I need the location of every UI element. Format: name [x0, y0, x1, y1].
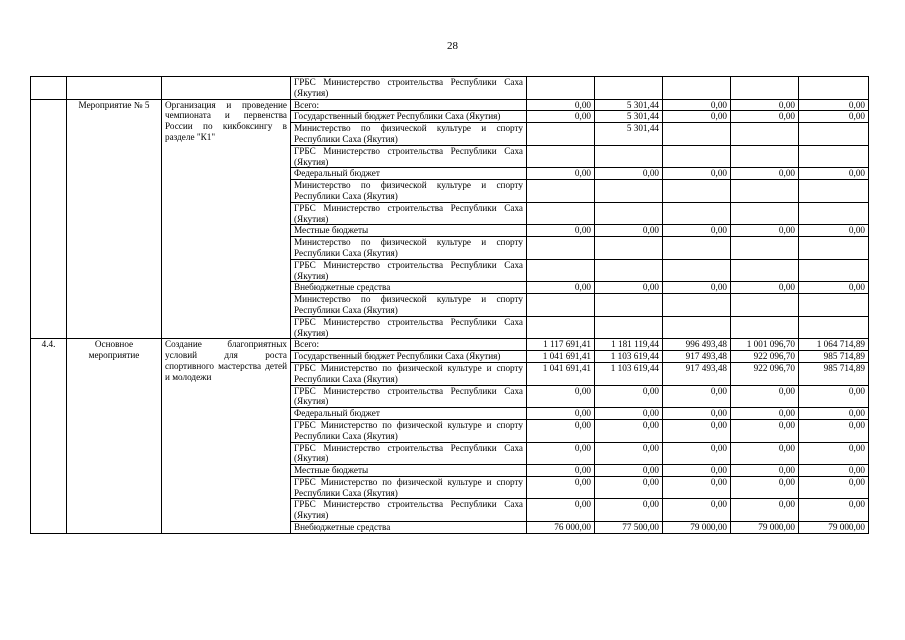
- value-cell: 0,00: [527, 385, 595, 408]
- value-cell: 0,00: [799, 465, 869, 477]
- value-cell: [731, 202, 799, 225]
- value-cell: 77 500,00: [595, 522, 663, 534]
- value-cell: 1 117 691,41: [527, 339, 595, 351]
- value-cell: 0,00: [731, 442, 799, 465]
- value-cell: [663, 123, 731, 146]
- value-cell: [595, 259, 663, 282]
- activity-name-cell: Мероприятие № 5: [67, 99, 162, 339]
- value-cell: 0,00: [799, 99, 869, 111]
- value-cell: 0,00: [595, 476, 663, 499]
- value-cell: 0,00: [527, 442, 595, 465]
- value-cell: 0,00: [663, 419, 731, 442]
- value-cell: 0,00: [527, 465, 595, 477]
- value-cell: 0,00: [663, 168, 731, 180]
- funding-source-cell: ГРБС Министерство по физической культуре и спорту Республики Саха (Якутия): [291, 362, 527, 385]
- value-cell: [663, 180, 731, 203]
- value-cell: 0,00: [799, 385, 869, 408]
- value-cell: 0,00: [663, 476, 731, 499]
- value-cell: [799, 77, 869, 100]
- value-cell: 0,00: [595, 499, 663, 522]
- funding-source-cell: ГРБС Министерство строительства Республики Саха (Якутия): [291, 442, 527, 465]
- funding-source-cell: ГРБС Министерство по физической культуре и спорту Республики Саха (Якутия): [291, 476, 527, 499]
- value-cell: 1 103 619,44: [595, 351, 663, 363]
- value-cell: [731, 294, 799, 317]
- value-cell: 0,00: [731, 168, 799, 180]
- value-cell: 0,00: [595, 442, 663, 465]
- value-cell: [595, 316, 663, 339]
- funding-source-cell: ГРБС Министерство строительства Республики Саха (Якутия): [291, 202, 527, 225]
- value-cell: 0,00: [731, 99, 799, 111]
- value-cell: [731, 316, 799, 339]
- value-cell: 0,00: [595, 408, 663, 420]
- value-cell: 0,00: [799, 408, 869, 420]
- value-cell: [799, 180, 869, 203]
- budget-table: [30, 76, 869, 534]
- value-cell: [527, 237, 595, 260]
- value-cell: 79 000,00: [799, 522, 869, 534]
- value-cell: 0,00: [731, 419, 799, 442]
- funding-source-cell: Местные бюджеты: [291, 225, 527, 237]
- value-cell: 0,00: [527, 419, 595, 442]
- value-cell: 0,00: [527, 282, 595, 294]
- activity-name-cell: Основное мероприятие: [67, 339, 162, 534]
- value-cell: 5 301,44: [595, 99, 663, 111]
- value-cell: [527, 294, 595, 317]
- value-cell: 0,00: [663, 408, 731, 420]
- value-cell: 1 041 691,41: [527, 362, 595, 385]
- activity-title-cell: [162, 77, 291, 100]
- value-cell: 76 000,00: [527, 522, 595, 534]
- value-cell: 0,00: [799, 282, 869, 294]
- value-cell: [595, 202, 663, 225]
- value-cell: [799, 237, 869, 260]
- funding-source-cell: ГРБС Министерство строительства Республики Саха (Якутия): [291, 385, 527, 408]
- funding-source-cell: Министерство по физической культуре и спорту Республики Саха (Якутия): [291, 180, 527, 203]
- activity-title-cell: Организация и проведение чемпионата и первенства России по кикбоксингу в разделе "К1": [162, 99, 291, 339]
- funding-source-cell: Министерство по физической культуре и спорту Республики Саха (Якутия): [291, 123, 527, 146]
- value-cell: 0,00: [731, 465, 799, 477]
- value-cell: 0,00: [663, 282, 731, 294]
- funding-source-cell: ГРБС Министерство строительства Республики Саха (Якутия): [291, 145, 527, 168]
- value-cell: [731, 77, 799, 100]
- value-cell: 996 493,48: [663, 339, 731, 351]
- funding-source-cell: ГРБС Министерство строительства Республики Саха (Якутия): [291, 259, 527, 282]
- page-number: 28: [447, 40, 458, 52]
- funding-source-cell: ГРБС Министерство строительства Республики Саха (Якутия): [291, 316, 527, 339]
- value-cell: 1 181 119,44: [595, 339, 663, 351]
- value-cell: 0,00: [595, 385, 663, 408]
- table-row: [31, 99, 869, 111]
- value-cell: 1 103 619,44: [595, 362, 663, 385]
- funding-source-cell: ГРБС Министерство строительства Республики Саха (Якутия): [291, 499, 527, 522]
- value-cell: 0,00: [731, 476, 799, 499]
- value-cell: [799, 294, 869, 317]
- value-cell: 0,00: [527, 99, 595, 111]
- value-cell: 0,00: [799, 476, 869, 499]
- value-cell: 5 301,44: [595, 123, 663, 146]
- value-cell: 0,00: [595, 225, 663, 237]
- value-cell: 0,00: [527, 408, 595, 420]
- funding-source-cell: Государственный бюджет Республики Саха (Якутия): [291, 111, 527, 123]
- value-cell: [663, 294, 731, 317]
- value-cell: [799, 259, 869, 282]
- value-cell: 0,00: [799, 499, 869, 522]
- funding-source-cell: ГРБС Министерство по физической культуре и спорту Республики Саха (Якутия): [291, 419, 527, 442]
- funding-source-cell: Федеральный бюджет: [291, 408, 527, 420]
- row-number-cell: 4.4.: [31, 339, 67, 534]
- funding-source-cell: Местные бюджеты: [291, 465, 527, 477]
- funding-source-cell: Внебюджетные средства: [291, 282, 527, 294]
- value-cell: [595, 237, 663, 260]
- value-cell: 0,00: [527, 168, 595, 180]
- value-cell: [799, 202, 869, 225]
- value-cell: [731, 145, 799, 168]
- value-cell: 0,00: [663, 99, 731, 111]
- value-cell: [731, 259, 799, 282]
- row-number-cell: [31, 99, 67, 339]
- value-cell: 985 714,89: [799, 351, 869, 363]
- value-cell: 0,00: [663, 499, 731, 522]
- value-cell: 1 001 096,70: [731, 339, 799, 351]
- value-cell: 0,00: [731, 499, 799, 522]
- value-cell: 1 064 714,89: [799, 339, 869, 351]
- funding-source-cell: Внебюджетные средства: [291, 522, 527, 534]
- value-cell: [527, 202, 595, 225]
- value-cell: [527, 316, 595, 339]
- value-cell: [527, 123, 595, 146]
- value-cell: 917 493,48: [663, 362, 731, 385]
- value-cell: 0,00: [527, 111, 595, 123]
- value-cell: 0,00: [663, 465, 731, 477]
- value-cell: 0,00: [731, 111, 799, 123]
- value-cell: 0,00: [527, 499, 595, 522]
- value-cell: 5 301,44: [595, 111, 663, 123]
- value-cell: [595, 294, 663, 317]
- value-cell: 0,00: [799, 225, 869, 237]
- value-cell: 0,00: [595, 465, 663, 477]
- value-cell: 985 714,89: [799, 362, 869, 385]
- value-cell: [527, 180, 595, 203]
- funding-source-cell: Государственный бюджет Республики Саха (Якутия): [291, 351, 527, 363]
- value-cell: [527, 77, 595, 100]
- value-cell: 917 493,48: [663, 351, 731, 363]
- value-cell: 0,00: [799, 419, 869, 442]
- funding-source-cell: ГРБС Министерство строительства Республики Саха (Якутия): [291, 77, 527, 100]
- value-cell: [731, 180, 799, 203]
- value-cell: [595, 145, 663, 168]
- value-cell: 0,00: [799, 168, 869, 180]
- value-cell: 79 000,00: [731, 522, 799, 534]
- value-cell: 0,00: [799, 442, 869, 465]
- activity-name-cell: [67, 77, 162, 100]
- value-cell: 0,00: [595, 168, 663, 180]
- value-cell: [595, 180, 663, 203]
- value-cell: 0,00: [731, 408, 799, 420]
- row-number-cell: [31, 77, 67, 100]
- value-cell: [731, 123, 799, 146]
- value-cell: 1 041 691,41: [527, 351, 595, 363]
- value-cell: [527, 259, 595, 282]
- value-cell: [663, 237, 731, 260]
- value-cell: 0,00: [731, 225, 799, 237]
- funding-source-cell: Всего:: [291, 339, 527, 351]
- funding-source-cell: Министерство по физической культуре и спорту Республики Саха (Якутия): [291, 294, 527, 317]
- funding-source-cell: Федеральный бюджет: [291, 168, 527, 180]
- value-cell: 0,00: [731, 282, 799, 294]
- value-cell: [663, 77, 731, 100]
- value-cell: 922 096,70: [731, 362, 799, 385]
- value-cell: [663, 259, 731, 282]
- value-cell: 79 000,00: [663, 522, 731, 534]
- value-cell: 0,00: [799, 111, 869, 123]
- value-cell: 0,00: [663, 111, 731, 123]
- value-cell: [663, 316, 731, 339]
- value-cell: 0,00: [663, 442, 731, 465]
- value-cell: 0,00: [595, 282, 663, 294]
- value-cell: 922 096,70: [731, 351, 799, 363]
- value-cell: [663, 145, 731, 168]
- value-cell: [595, 77, 663, 100]
- value-cell: 0,00: [595, 419, 663, 442]
- table-row: [31, 77, 869, 100]
- table-row: [31, 339, 869, 351]
- value-cell: 0,00: [663, 225, 731, 237]
- value-cell: [799, 316, 869, 339]
- funding-source-cell: Всего:: [291, 99, 527, 111]
- value-cell: [799, 145, 869, 168]
- value-cell: [527, 145, 595, 168]
- value-cell: [663, 202, 731, 225]
- value-cell: 0,00: [663, 385, 731, 408]
- funding-source-cell: Министерство по физической культуре и спорту Республики Саха (Якутия): [291, 237, 527, 260]
- activity-title-cell: Создание благоприятных условий для роста спортивного мастерства детей и молодежи: [162, 339, 291, 534]
- value-cell: [731, 237, 799, 260]
- value-cell: 0,00: [527, 225, 595, 237]
- value-cell: 0,00: [731, 385, 799, 408]
- value-cell: 0,00: [527, 476, 595, 499]
- table-body: [31, 77, 869, 534]
- value-cell: [799, 123, 869, 146]
